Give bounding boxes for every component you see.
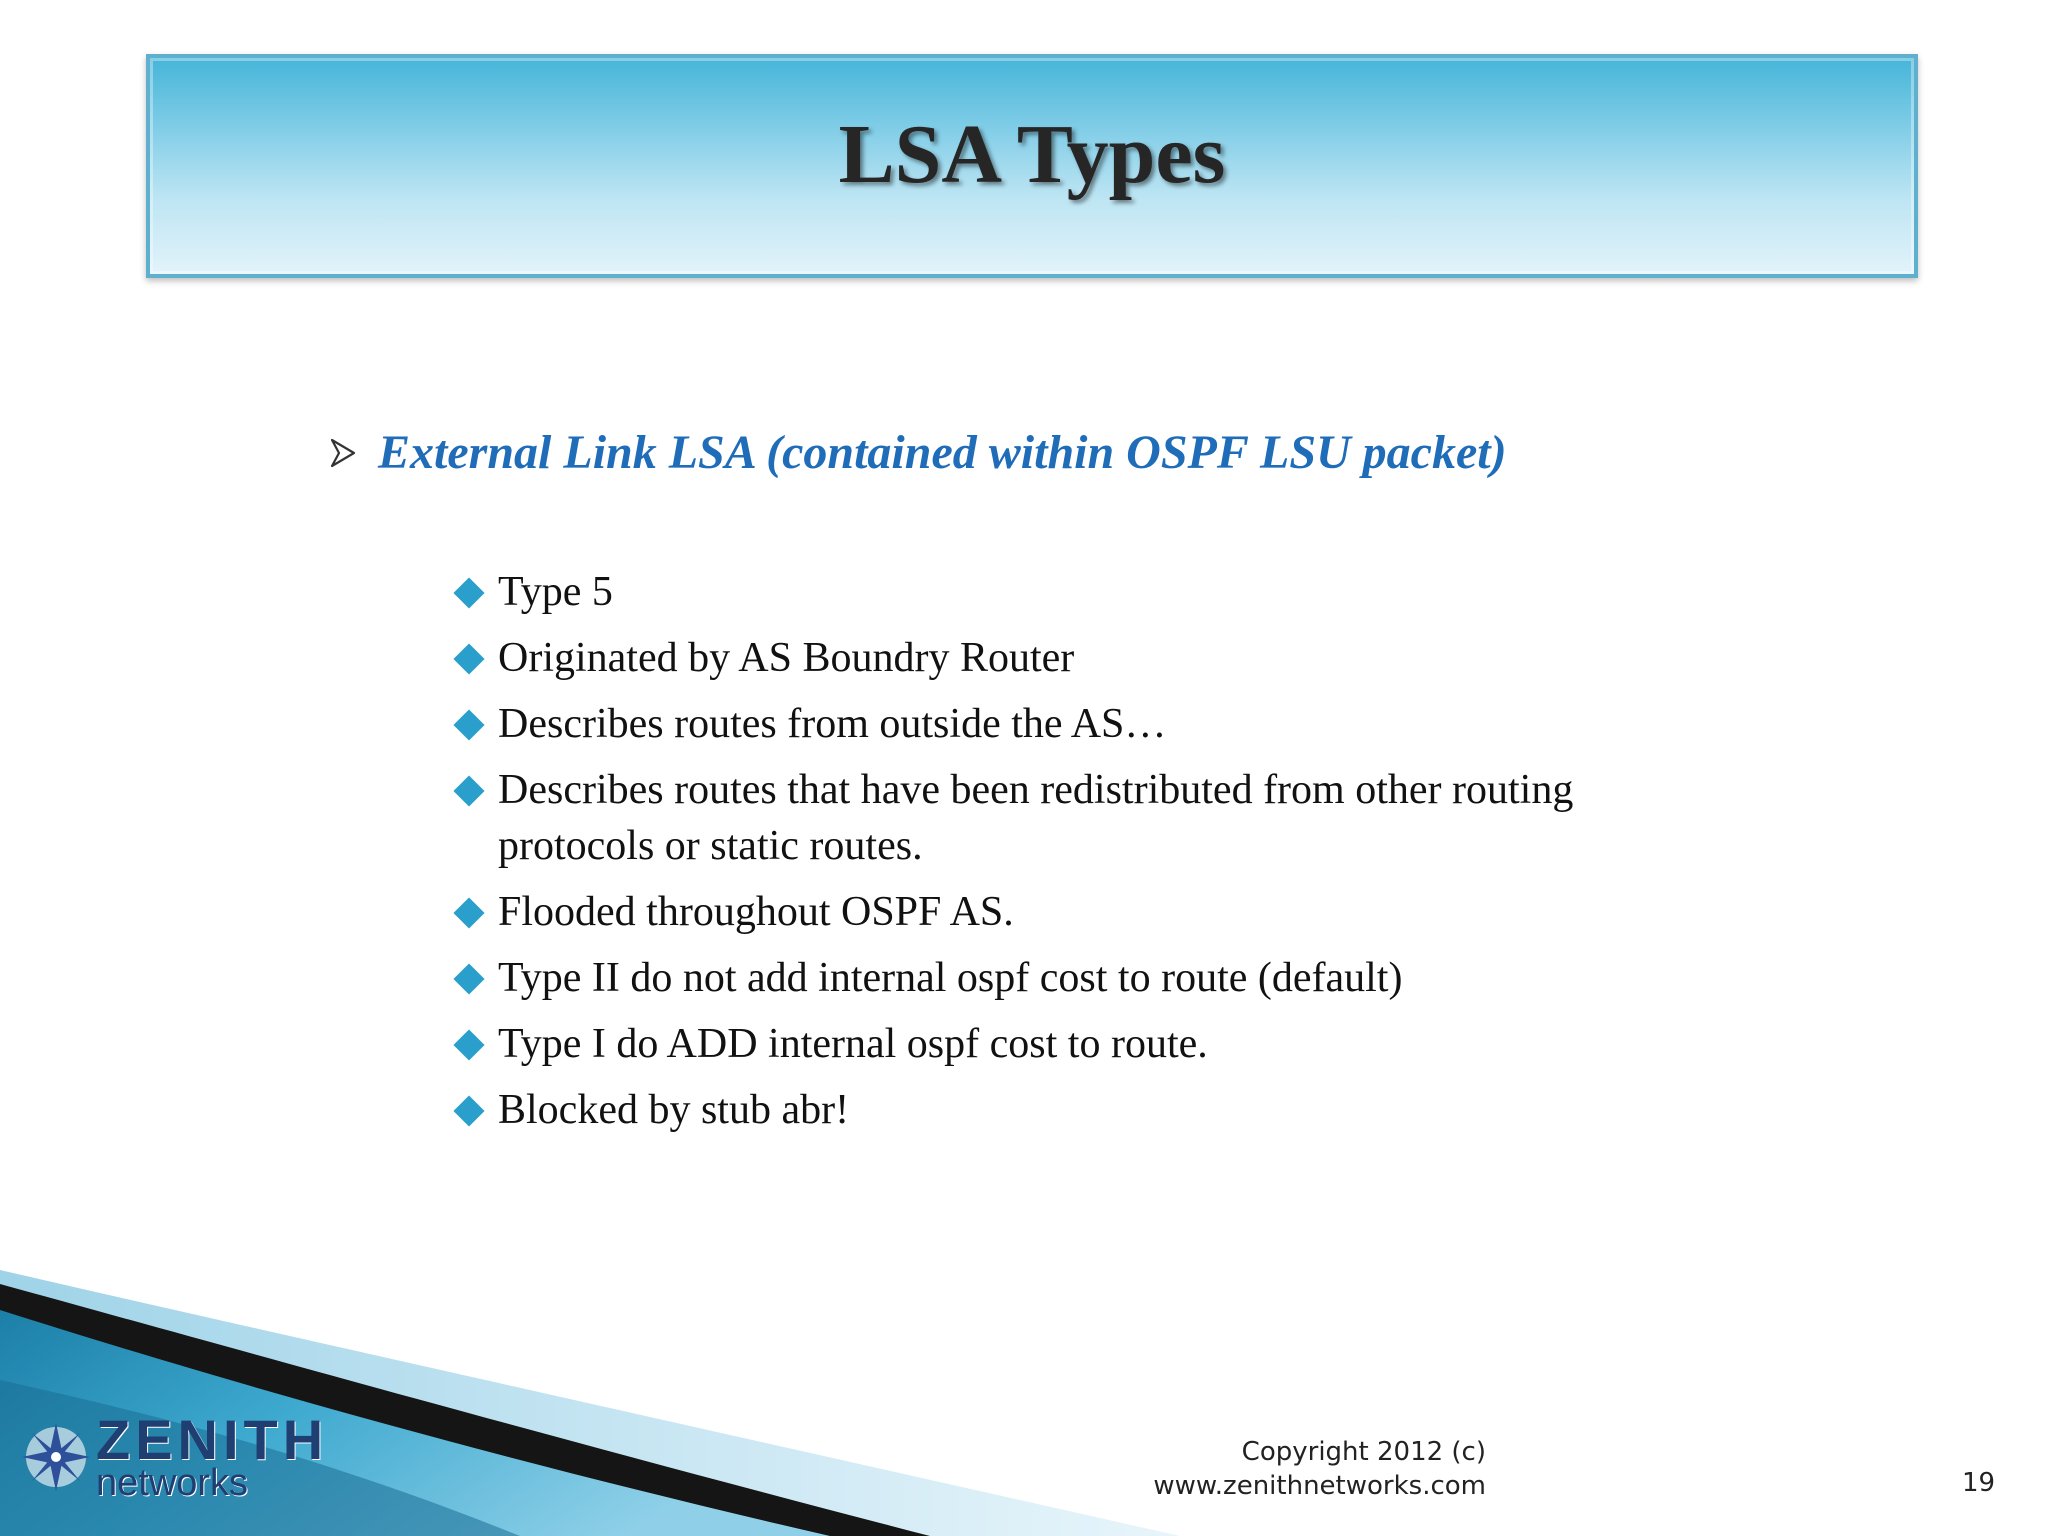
list-item [450, 630, 1750, 686]
list-item-text: Flooded throughout OSPF AS. [498, 889, 1014, 935]
website-url: www.zenithnetworks.com [1153, 1471, 1486, 1501]
list-item [450, 696, 1750, 752]
diamond-icon [453, 963, 484, 994]
diamond-icon [453, 709, 484, 740]
list-item [450, 1082, 1750, 1138]
title-banner [146, 54, 1918, 278]
list-item-text: Blocked by stub abr! [498, 1087, 850, 1133]
copyright-notice [1153, 1435, 1486, 1503]
slide-title: LSA Types [838, 107, 1226, 201]
diamond-icon [453, 1095, 484, 1126]
copyright-line: Copyright 2012 (c) [1241, 1437, 1486, 1467]
company-logo [20, 1408, 329, 1504]
list-item-text: Describes routes that have been redistributed from other routing protocols or static routes. [498, 767, 1574, 869]
list-item-text: Originated by AS Boundry Router [498, 635, 1075, 681]
logo-tagline: networks [96, 1462, 249, 1504]
diamond-icon [453, 775, 484, 806]
diamond-icon [453, 643, 484, 674]
diamond-icon [453, 577, 484, 608]
list-item-text: Type I do ADD internal ospf cost to route. [498, 1021, 1208, 1067]
list-item [450, 762, 1750, 874]
list-item-text: Type 5 [498, 569, 613, 615]
star-icon [20, 1421, 92, 1493]
diamond-icon [453, 897, 484, 928]
list-item [450, 950, 1750, 1006]
section-heading [330, 425, 1507, 480]
list-item [450, 1016, 1750, 1072]
list-item [450, 884, 1750, 940]
bullet-list [450, 564, 1750, 1148]
logo-name: ZENITH [96, 1408, 329, 1471]
list-item-text: Type II do not add internal ospf cost to route (default) [498, 955, 1403, 1001]
diamond-icon [453, 1029, 484, 1060]
section-heading-text: External Link LSA (contained within OSPF LSU packet) [378, 426, 1507, 479]
page-number: 19 [1962, 1468, 1996, 1498]
list-item [450, 564, 1750, 620]
arrowhead-icon [330, 438, 356, 468]
list-item-text: Describes routes from outside the AS… [498, 701, 1167, 747]
